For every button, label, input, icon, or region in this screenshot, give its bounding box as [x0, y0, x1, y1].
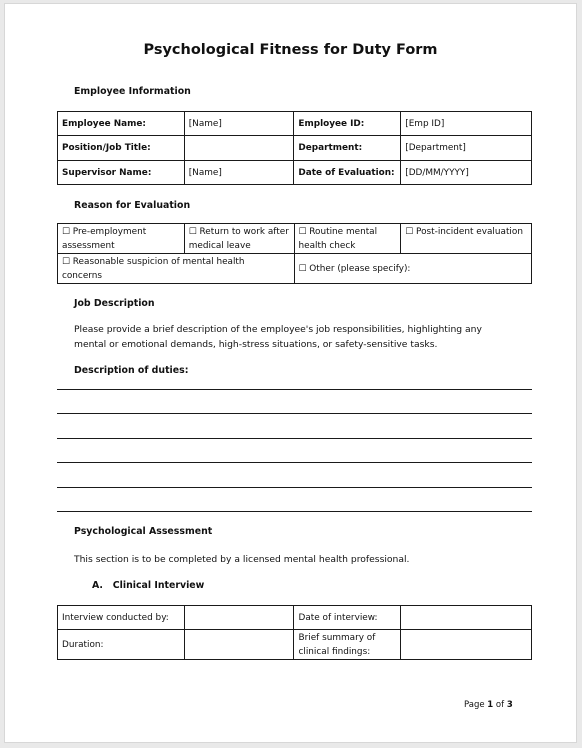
- duties-line[interactable]: [57, 462, 532, 463]
- interview-date-field[interactable]: [401, 606, 532, 630]
- supervisor-name-label: Supervisor Name:: [58, 161, 185, 185]
- checkbox-post-incident[interactable]: ☐ Post-incident evaluation: [401, 224, 532, 254]
- reason-table: [57, 223, 532, 284]
- table-row: [58, 136, 532, 161]
- checkbox-pre-employment[interactable]: ☐ Pre-employment assessment: [58, 224, 185, 254]
- duties-line[interactable]: [57, 438, 532, 439]
- duties-line[interactable]: [57, 511, 532, 512]
- table-row: [58, 112, 532, 136]
- page-number-current: 1: [487, 700, 494, 710]
- duties-label: Description of duties:: [74, 365, 189, 376]
- table-row: [58, 630, 532, 660]
- clinical-findings-label: Brief summary of clinical findings:: [294, 630, 401, 660]
- clinical-findings-field[interactable]: [401, 630, 532, 660]
- checkbox-routine-check[interactable]: ☐ Routine mental health check: [294, 224, 401, 254]
- department-field[interactable]: [Department]: [401, 136, 532, 161]
- psych-assessment-note: This section is to be completed by a licensed mental health professional.: [74, 554, 410, 565]
- document-page: [4, 3, 577, 743]
- checkbox-reasonable-suspicion[interactable]: ☐ Reasonable suspicion of mental health concerns: [58, 254, 295, 284]
- table-row: [58, 606, 532, 630]
- checkbox-other[interactable]: ☐ Other (please specify):: [294, 254, 531, 284]
- interview-conducted-by-label: Interview conducted by:: [58, 606, 185, 630]
- employee-id-field[interactable]: [Emp ID]: [401, 112, 532, 136]
- job-description-instructions: Please provide a brief description of the employee's job responsibilities, highlighting any mental or emotional demands, high-stress situations, or safety-sensitive tasks.: [74, 324, 482, 350]
- duties-line[interactable]: [57, 487, 532, 488]
- duration-field[interactable]: [184, 630, 294, 660]
- employee-name-label: Employee Name:: [58, 112, 185, 136]
- clinical-interview-table: [57, 605, 532, 660]
- employee-id-label: Employee ID:: [294, 112, 401, 136]
- page-number-prefix: Page: [464, 700, 488, 710]
- page-number: [464, 700, 513, 710]
- clinical-interview-subheading: A. Clinical Interview: [92, 580, 205, 591]
- checkbox-return-to-work[interactable]: ☐ Return to work after medical leave: [184, 224, 294, 254]
- table-row: [58, 254, 532, 284]
- section-heading-psych-assessment: Psychological Assessment: [74, 526, 213, 537]
- position-label: Position/Job Title:: [58, 136, 185, 161]
- duties-line[interactable]: [57, 389, 532, 390]
- interview-date-label: Date of interview:: [294, 606, 401, 630]
- evaluation-date-label: Date of Evaluation:: [294, 161, 401, 185]
- table-row: [58, 161, 532, 185]
- duties-line[interactable]: [57, 413, 532, 414]
- section-heading-reason: Reason for Evaluation: [74, 200, 191, 211]
- interview-conducted-by-field[interactable]: [184, 606, 294, 630]
- employee-name-field[interactable]: [Name]: [184, 112, 294, 136]
- evaluation-date-field[interactable]: [DD/MM/YYYY]: [401, 161, 532, 185]
- page-number-total: 3: [506, 700, 513, 710]
- department-label: Department:: [294, 136, 401, 161]
- table-row: [58, 224, 532, 254]
- page-number-middle: of: [493, 700, 507, 710]
- section-heading-job-description: Job Description: [74, 298, 155, 309]
- duration-label: Duration:: [58, 630, 185, 660]
- supervisor-name-field[interactable]: [Name]: [184, 161, 294, 185]
- employee-info-table: [57, 111, 532, 185]
- form-title: Psychological Fitness for Duty Form: [143, 42, 438, 58]
- position-field[interactable]: [184, 136, 294, 161]
- section-heading-employee-information: Employee Information: [74, 86, 191, 97]
